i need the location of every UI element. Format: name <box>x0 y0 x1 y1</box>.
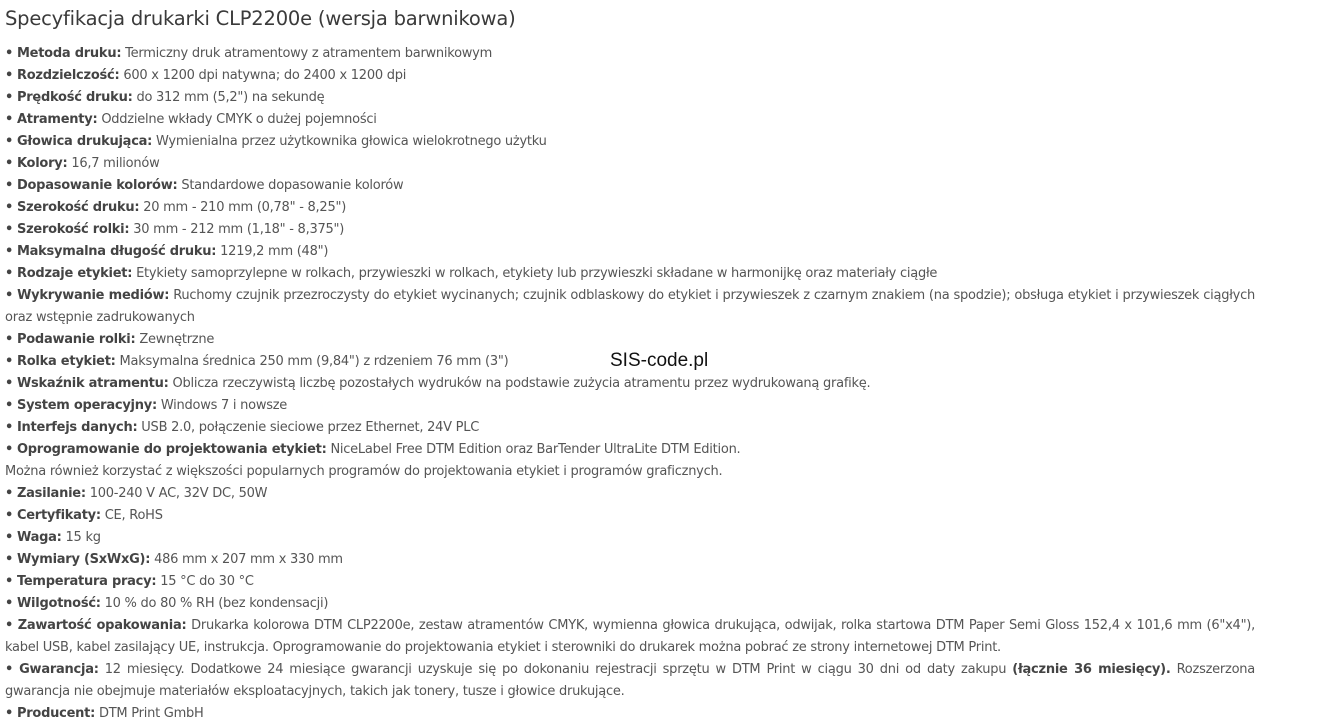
spec-value: 486 mm x 207 mm x 330 mm <box>154 552 343 567</box>
spec-value-after: Rozszerzona gwarancja nie obejmuje materiałów eksploatacyjnych, takich jak tonery, tusze i głowice drukujące. <box>5 662 1255 699</box>
bullet: • <box>5 530 14 545</box>
bullet: • <box>5 244 14 259</box>
bullet: • <box>5 332 14 347</box>
spec-label: Zawartość opakowania: <box>17 618 187 633</box>
spec-item-max-dlugosc <box>5 241 1255 263</box>
bullet: • <box>5 552 14 567</box>
spec-value: Etykiety samoprzylepne w rolkach, przywieszki w rolkach, etykiety lub przywieszki składane w harmonijkę oraz materiały ciągłe <box>136 266 938 281</box>
spec-item-wilgotnosc <box>5 593 1255 615</box>
spec-value: Wymienialna przez użytkownika głowica wielokrotnego użytku <box>156 134 547 149</box>
spec-item-wskaznik-atramentu <box>5 373 1255 395</box>
spec-label: Certyfikaty: <box>16 508 101 523</box>
spec-item-wymiary <box>5 549 1255 571</box>
spec-label: Wskaźnik atramentu: <box>16 376 169 391</box>
spec-value: 100-240 V AC, 32V DC, 50W <box>89 486 268 501</box>
spec-label: Zasilanie: <box>16 486 86 501</box>
bullet: • <box>5 662 14 677</box>
bullet: • <box>5 288 14 303</box>
spec-label: Metoda druku: <box>16 46 122 61</box>
spec-item-podawanie-rolki <box>5 329 1255 351</box>
spec-item-oprogramowanie <box>5 439 1255 461</box>
bullet: • <box>5 596 14 611</box>
bullet: • <box>5 90 14 105</box>
spec-item-rozdzielczosc <box>5 65 1255 87</box>
spec-value: Termiczny druk atramentowy z atramentem barwnikowym <box>125 46 493 61</box>
spec-value: 15 kg <box>65 530 101 545</box>
bullet: • <box>5 266 14 281</box>
spec-item-predkosc-druku <box>5 87 1255 109</box>
spec-item-metoda-druku <box>5 43 1255 65</box>
spec-value: 30 mm - 212 mm (1,18" - 8,375") <box>133 222 345 237</box>
spec-item-system-operacyjny <box>5 395 1255 417</box>
spec-item-gwarancja <box>5 659 1255 703</box>
spec-value: Zewnętrzne <box>139 332 215 347</box>
spec-item-szerokosc-rolki <box>5 219 1255 241</box>
spec-label: Podawanie rolki: <box>16 332 136 347</box>
spec-value: Oblicza rzeczywistą liczbę pozostałych wydruków na podstawie zużycia atramentu przez wydrukowaną grafikę. <box>172 376 871 391</box>
spec-item-zasilanie <box>5 483 1255 505</box>
bullet: • <box>5 398 14 413</box>
spec-label: Prędkość druku: <box>16 90 133 105</box>
watermark-text: SIS-code.pl <box>610 350 709 371</box>
spec-value: 16,7 milionów <box>71 156 160 171</box>
bullet: • <box>5 68 14 83</box>
spec-label: Oprogramowanie do projektowania etykiet: <box>16 442 327 457</box>
spec-item-dopasowanie <box>5 175 1255 197</box>
spec-value: 20 mm - 210 mm (0,78" - 8,25") <box>143 200 347 215</box>
bullet: • <box>5 112 14 127</box>
spec-label: Waga: <box>16 530 62 545</box>
bullet: • <box>5 420 14 435</box>
spec-value: 1219,2 mm (48") <box>220 244 329 259</box>
spec-label: Rodzaje etykiet: <box>16 266 133 281</box>
bullet: • <box>5 222 14 237</box>
spec-label: Producent: <box>16 706 96 721</box>
spec-value: do 312 mm (5,2") na sekundę <box>136 90 325 105</box>
spec-label: System operacyjny: <box>16 398 157 413</box>
spec-item-waga <box>5 527 1255 549</box>
bullet: • <box>5 200 14 215</box>
bullet: • <box>5 574 14 589</box>
spec-value: Oddzielne wkłady CMYK o dużej pojemności <box>101 112 377 127</box>
spec-value: USB 2.0, połączenie sieciowe przez Ethernet, 24V PLC <box>141 420 480 435</box>
spec-item-wykrywanie-mediow <box>5 285 1255 329</box>
spec-label: Wilgotność: <box>16 596 101 611</box>
bullet: • <box>5 618 14 633</box>
spec-value: Maksymalna średnica 250 mm (9,84") z rdzeniem 76 mm (3") <box>119 354 509 369</box>
spec-value: NiceLabel Free DTM Edition oraz BarTender UltraLite DTM Edition. <box>330 442 741 457</box>
spec-label: Maksymalna długość druku: <box>16 244 217 259</box>
bullet: • <box>5 376 14 391</box>
spec-label: Temperatura pracy: <box>16 574 157 589</box>
bullet: • <box>5 486 14 501</box>
bullet: • <box>5 354 14 369</box>
bullet: • <box>5 508 14 523</box>
spec-list <box>5 43 1255 725</box>
bullet: • <box>5 706 14 721</box>
spec-item-kolory <box>5 153 1255 175</box>
bullet: • <box>5 134 14 149</box>
spec-value: 10 % do 80 % RH (bez kondensacji) <box>104 596 329 611</box>
spec-label: Rolka etykiet: <box>16 354 116 369</box>
spec-value: 12 miesięcy. Dodatkowe 24 miesiące gwarancji uzyskuje się po dokonaniu rejestracji sprzętu w DTM Print w ciągu 30 dni od daty zakupu <box>104 662 1007 677</box>
spec-label: Kolory: <box>16 156 68 171</box>
spec-value: DTM Print GmbH <box>98 706 204 721</box>
spec-item-producent <box>5 703 1255 725</box>
spec-item-certyfikaty <box>5 505 1255 527</box>
bullet: • <box>5 46 14 61</box>
spec-label: Wymiary (SxWxG): <box>16 552 151 567</box>
spec-value: Windows 7 i nowsze <box>160 398 288 413</box>
bullet: • <box>5 442 14 457</box>
spec-item-rodzaje-etykiet <box>5 263 1255 285</box>
spec-label: Dopasowanie kolorów: <box>16 178 178 193</box>
spec-value: 600 x 1200 dpi natywna; do 2400 x 1200 dpi <box>123 68 407 83</box>
spec-item-glowica <box>5 131 1255 153</box>
page-title: Specyfikacja drukarki CLP2200e (wersja barwnikowa) <box>5 7 516 30</box>
spec-value: Ruchomy czujnik przezroczysty do etykiet wycinanych; czujnik odblaskowy do etykiet i przywieszek z czarnym znakiem (na spodzie); obsługa etykiet i przywieszek ciągłych oraz wstępnie zadrukowanych <box>5 288 1255 325</box>
spec-label: Szerokość rolki: <box>16 222 130 237</box>
spec-item-zawartosc <box>5 615 1255 659</box>
spec-value: Drukarka kolorowa DTM CLP2200e, zestaw atramentów CMYK, wymienna głowica drukująca, odwijak, rolka startowa DTM Paper Semi Gloss 152,4 x 101,6 mm (6"x4"), kabel USB, kabel zasilający UE, instrukcja. Oprogramowanie do projektowania etykiet i sterowniki do drukarek można pobrać ze strony internetowej DTM Print. <box>5 618 1256 655</box>
spec-value: CE, RoHS <box>104 508 163 523</box>
spec-value-strong: (łącznie 36 miesięcy). <box>1012 662 1171 677</box>
spec-item-atramenty <box>5 109 1255 131</box>
spec-label: Szerokość druku: <box>16 200 140 215</box>
spec-item-temperatura <box>5 571 1255 593</box>
spec-item-interfejs-danych <box>5 417 1255 439</box>
spec-value: 15 °C do 30 °C <box>160 574 254 589</box>
spec-value: Standardowe dopasowanie kolorów <box>181 178 404 193</box>
spec-label: Rozdzielczość: <box>16 68 120 83</box>
spec-label: Głowica drukująca: <box>16 134 153 149</box>
spec-label: Atramenty: <box>16 112 98 127</box>
bullet: • <box>5 156 14 171</box>
spec-item-szerokosc-druku <box>5 197 1255 219</box>
spec-label: Wykrywanie mediów: <box>17 288 170 303</box>
spec-note: Można również korzystać z większości popularnych programów do projektowania etykiet i programów graficznych. <box>5 464 723 479</box>
spec-label: Gwarancja: <box>19 662 99 677</box>
bullet: • <box>5 178 14 193</box>
spec-label: Interfejs danych: <box>16 420 138 435</box>
